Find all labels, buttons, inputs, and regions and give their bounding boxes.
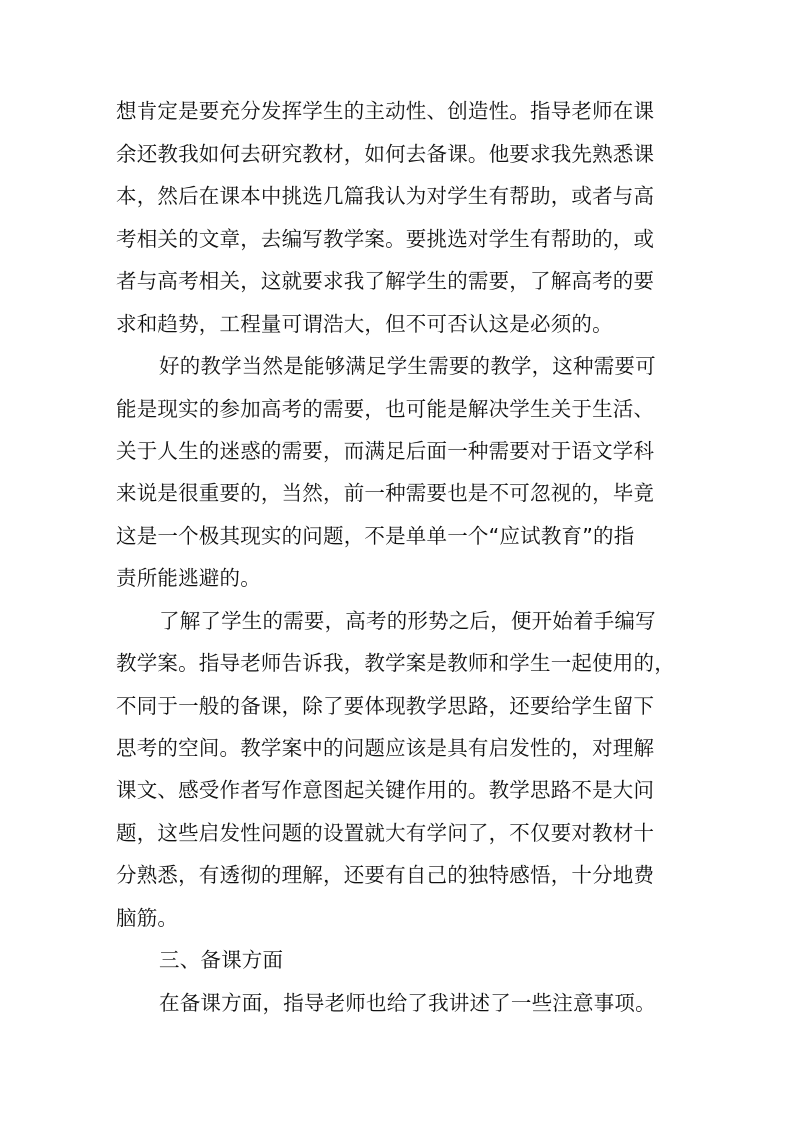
text-line: 责所能逃避的。	[116, 566, 261, 590]
text-line: 了解了学生的需要，高考的形势之后，便开始着手编写	[159, 609, 656, 633]
text-line: 本，然后在课本中挑选几篇我认为对学生有帮助，或者与高	[116, 184, 655, 208]
text-line: 在备课方面，指导老师也给了我讲述了一些注意事项。	[159, 991, 656, 1015]
text-line: 这是一个极其现实的问题，不是单单一个“应试教育”的指	[116, 524, 635, 548]
text-line: 求和趋势，工程量可谓浩大，但不可否认这是必须的。	[116, 312, 613, 336]
text-line: 不同于一般的备课，除了要体现教学思路，还要给学生留下	[116, 694, 655, 718]
text-line: 好的教学当然是能够满足学生需要的教学，这种需要可	[159, 354, 656, 378]
text-line: 考相关的文章，去编写教学案。要挑选对学生有帮助的，或	[116, 227, 655, 251]
text-line: 题，这些启发性问题的设置就大有学问了，不仅要对教材十	[116, 821, 655, 845]
text-line: 思考的空间。教学案中的问题应该是具有启发性的，对理解	[116, 736, 655, 760]
text-line: 者与高考相关，这就要求我了解学生的需要，了解高考的要	[116, 269, 655, 293]
section-heading: 三、备课方面	[159, 948, 284, 972]
text-line: 关于人生的迷惑的需要，而满足后面一种需要对于语文学科	[116, 439, 655, 463]
text-line: 教学案。指导老师告诉我，教学案是教师和学生一起使用的，	[116, 651, 675, 675]
text-line: 脑筋。	[116, 906, 179, 930]
text-line: 来说是很重要的，当然，前一种需要也是不可忽视的，毕竟	[116, 481, 655, 505]
text-line: 课文、感受作者写作意图起关键作用的。教学思路不是大问	[116, 778, 655, 802]
text-line: 余还教我如何去研究教材，如何去备课。他要求我先熟悉课	[116, 142, 655, 166]
text-line: 分熟悉，有透彻的理解，还要有自己的独特感悟，十分地费	[116, 863, 655, 887]
text-line: 想肯定是要充分发挥学生的主动性、创造性。指导老师在课	[116, 99, 655, 123]
text-line: 能是现实的参加高考的需要，也可能是解决学生关于生活、	[116, 397, 655, 421]
